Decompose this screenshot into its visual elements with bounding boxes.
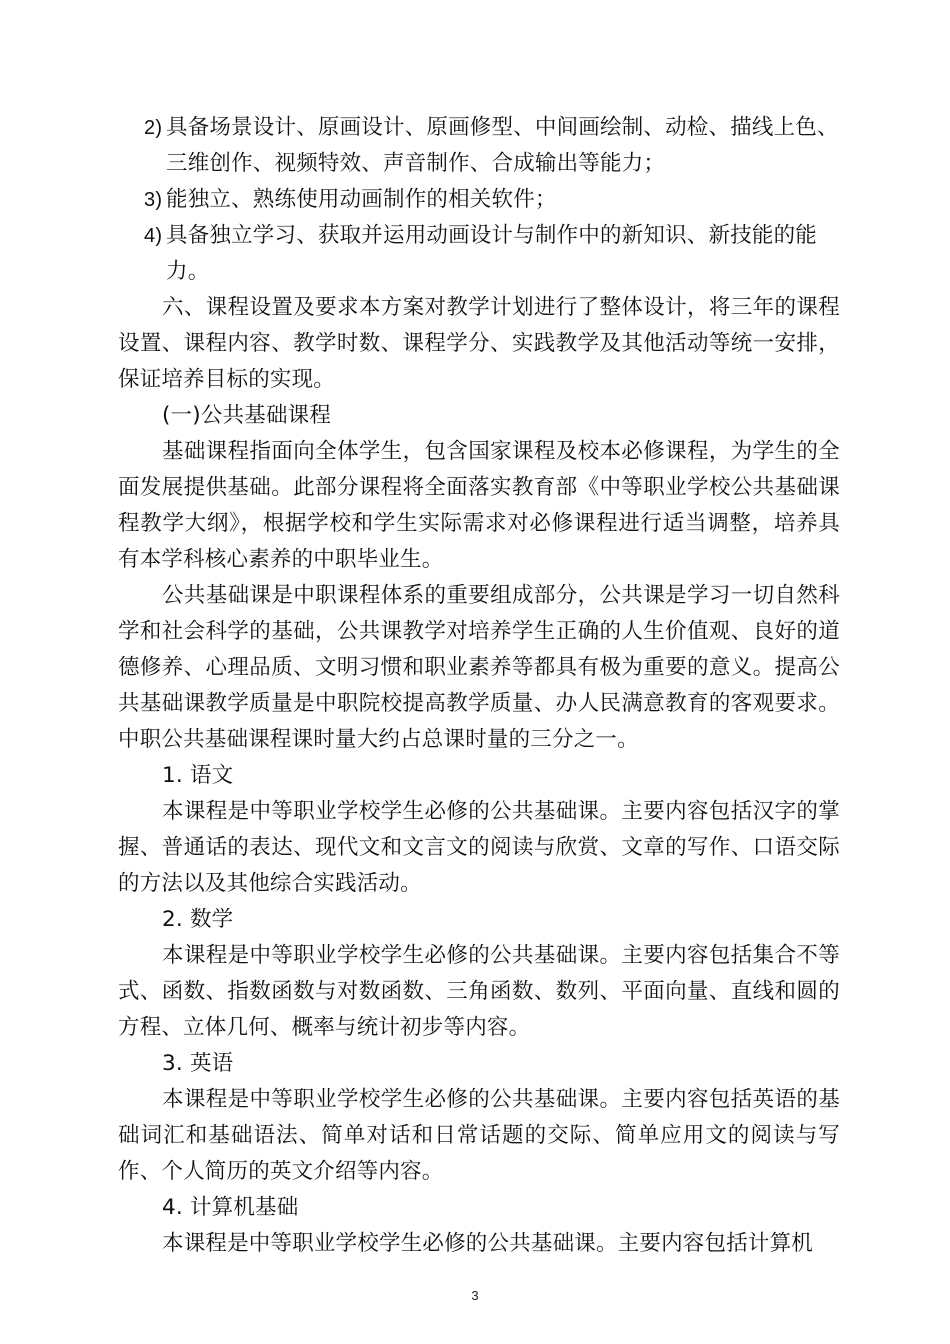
list-number: 3) — [144, 189, 163, 211]
course-desc-math: 本课程是中等职业学校学生必修的公共基础课。主要内容包括集合不等式、函数、指数函数与对数函数、三角函数、数列、平面向量、直线和圆的方程、立体几何、概率与统计初步等内容。 — [118, 943, 840, 1040]
course-desc-computer: 本课程是中等职业学校学生必修的公共基础课。主要内容包括计算机 — [162, 1231, 814, 1256]
course-title-math: 2. 数学 — [162, 907, 234, 932]
basic-course-paragraph-1: 基础课程指面向全体学生，包含国家课程及校本必修课程，为学生的全面发展提供基础。此部分课程将全面落实教育部《中等职业学校公共基础课程教学大纲》，根据学校和学生实际需求对必修课程进行适当调整，培养具有本学科核心素养的中职毕业生。 — [118, 439, 840, 572]
basic-course-paragraph-2: 公共基础课是中职课程体系的重要组成部分，公共课是学习一切自然科学和社会科学的基础，公共课教学对培养学生正确的人生价值观、良好的道德修养、心理品质、文明习惯和职业素养等都具有极为重要的意义。提高公共基础课教学质量是中职院校提高教学质量、办人民满意教育的客观要求。中职公共基础课程课时量大约占总课时量的三分之一。 — [118, 583, 840, 752]
page-number: 3 — [471, 1288, 479, 1303]
list-number: 4) — [144, 225, 163, 247]
list-text: 具备场景设计、原画设计、原画修型、中间画绘制、动检、描线上色、三维创作、视频特效、声音制作、合成输出等能力； — [166, 115, 839, 176]
course-title-chinese: 1. 语文 — [162, 763, 234, 788]
course-title-english: 3. 英语 — [162, 1051, 234, 1076]
page-content — [118, 110, 840, 1262]
list-item — [118, 110, 840, 182]
subsection-heading: (一)公共基础课程 — [162, 403, 332, 428]
section-six-paragraph: 六、课程设置及要求本方案对教学计划进行了整体设计，将三年的课程设置、课程内容、教学时数、课程学分、实践教学及其他活动等统一安排，保证培养目标的实现。 — [118, 295, 840, 392]
list-item — [118, 182, 840, 218]
course-desc-english: 本课程是中等职业学校学生必修的公共基础课。主要内容包括英语的基础词汇和基础语法、简单对话和日常话题的交际、简单应用文的阅读与写作、个人简历的英文介绍等内容。 — [118, 1087, 840, 1184]
list-number: 2) — [144, 117, 163, 139]
course-title-computer: 4. 计算机基础 — [162, 1195, 299, 1220]
list-item — [118, 218, 840, 290]
list-text: 具备独立学习、获取并运用动画设计与制作中的新知识、新技能的能力。 — [166, 223, 818, 284]
list-text: 能独立、熟练使用动画制作的相关软件； — [166, 187, 557, 212]
course-desc-chinese: 本课程是中等职业学校学生必修的公共基础课。主要内容包括汉字的掌握、普通话的表达、现代文和文言文的阅读与欣赏、文章的写作、口语交际的方法以及其他综合实践活动。 — [118, 799, 840, 896]
